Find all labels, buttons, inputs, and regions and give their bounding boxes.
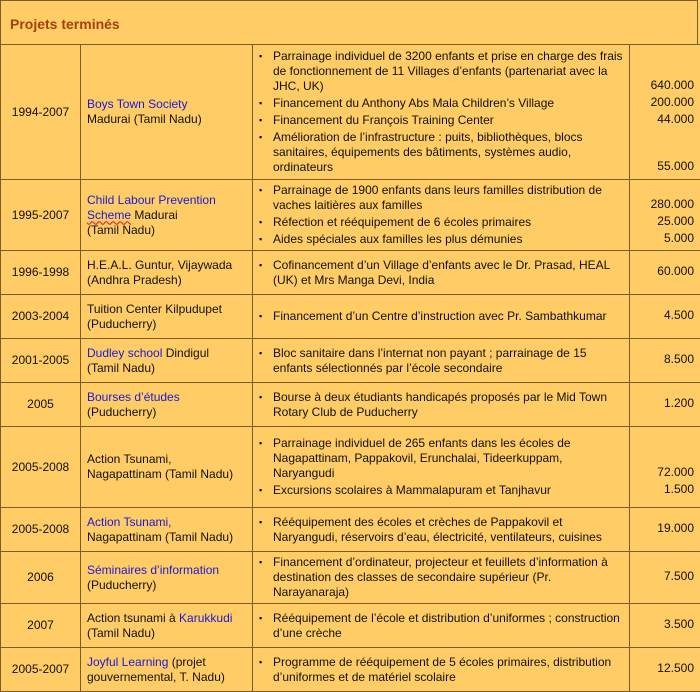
description-cell <box>253 427 630 508</box>
list-item <box>259 346 625 376</box>
description-list <box>259 258 625 288</box>
projects-table <box>0 44 700 692</box>
organization-location: Nagapattinam (Tamil Nadu) <box>87 467 252 482</box>
list-item <box>259 96 625 111</box>
description-cell <box>253 339 630 383</box>
organization-name <box>87 390 252 405</box>
organization-link[interactable]: Joyful Learning <box>87 655 168 669</box>
item-text: Réfection et rééquipement de 6 écoles primaires <box>273 215 531 229</box>
list-item <box>259 130 625 175</box>
bullet-icon: ▪ <box>259 436 262 451</box>
description-list <box>259 515 625 545</box>
table-row <box>1 251 700 295</box>
list-item <box>259 555 625 600</box>
list-item <box>259 215 625 230</box>
bullet-icon: ▪ <box>259 96 262 111</box>
organization-cell <box>81 427 253 508</box>
description-list <box>259 49 625 175</box>
organization-link[interactable]: Boys Town Society <box>87 97 188 111</box>
item-text: Financement du François Training Center <box>273 113 494 127</box>
organization-link[interactable]: Child Labour Prevention Scheme <box>87 193 216 222</box>
amount-value: 44.000 <box>632 112 694 127</box>
item-text: Financement d’ordinateur, projecteur et feuillets d’information à destination des classes de secondaire supérieur (Pr. Narayanaraja) <box>273 555 608 599</box>
description-cell <box>253 45 630 180</box>
description-cell <box>253 648 630 692</box>
organization-cell <box>81 383 253 427</box>
item-text: Parrainage individuel de 265 enfants dans les écoles de Nagapattinam, Pappakovil, Erunchalai, Tideerkuppam, Naryangudi <box>273 436 571 480</box>
amount-cell <box>630 295 700 339</box>
amount-value: 25.000 <box>632 214 694 229</box>
organization-location: (Tamil Nadu) <box>87 223 252 238</box>
table-row <box>1 295 700 339</box>
list-item <box>259 232 625 247</box>
organization-link[interactable]: Action Tsunami, <box>87 515 172 529</box>
organization-name: Action Tsunami, <box>87 452 252 467</box>
bullet-icon: ▪ <box>259 49 262 64</box>
description-cell <box>253 251 630 295</box>
amount-value: 55.000 <box>632 129 694 174</box>
list-item <box>259 183 625 213</box>
amount-value: 1.500 <box>632 482 694 497</box>
table-row <box>1 427 700 508</box>
bullet-icon: ▪ <box>259 515 262 530</box>
amount-cell <box>630 180 700 251</box>
organization-name: Dudley school Dindigul <box>87 346 252 361</box>
organization-location: Nagapattinam (Tamil Nadu) <box>87 530 252 545</box>
organization-cell <box>81 508 253 552</box>
year-cell: 1995-2007 <box>1 180 81 251</box>
list-item <box>259 611 625 641</box>
organization-cell <box>81 180 253 251</box>
amount-value: 7.500 <box>632 569 694 584</box>
amount-value: 1.200 <box>632 396 694 411</box>
section-title: Projets terminés <box>10 16 120 32</box>
item-text: Parrainage de 1900 enfants dans leurs familles distribution de vaches laitières aux familles <box>273 183 602 212</box>
amount-cell <box>630 604 700 648</box>
description-list <box>259 655 625 685</box>
bullet-icon: ▪ <box>259 183 262 198</box>
bullet-icon: ▪ <box>259 346 262 361</box>
year-cell: 2001-2005 <box>1 339 81 383</box>
year-cell: 1996-1998 <box>1 251 81 295</box>
organization-cell <box>81 552 253 604</box>
list-item <box>259 258 625 288</box>
list-item <box>259 390 625 420</box>
description-list <box>259 611 625 641</box>
organization-cell <box>81 45 253 180</box>
amount-cell <box>630 45 700 180</box>
organization-name: Child Labour Prevention Scheme Madurai <box>87 193 252 223</box>
organization-location: (Andhra Pradesh) <box>87 273 252 288</box>
amount-value: 12.500 <box>632 661 694 676</box>
description-cell <box>253 295 630 339</box>
amount-value: 200.000 <box>632 95 694 110</box>
organization-location: (Puducherry) <box>87 317 252 332</box>
description-list <box>259 555 625 600</box>
amount-cell <box>630 552 700 604</box>
organization-name <box>87 563 252 578</box>
organization-cell <box>81 604 253 648</box>
description-cell <box>253 508 630 552</box>
amount-value: 19.000 <box>632 521 694 536</box>
organization-location: (Tamil Nadu) <box>87 626 252 641</box>
organization-link[interactable]: Séminaires d’information <box>87 563 219 577</box>
bullet-icon: ▪ <box>259 555 262 570</box>
item-text: Aides spéciales aux familles les plus démunies <box>273 232 522 246</box>
year-cell: 2007 <box>1 604 81 648</box>
year-cell: 2006 <box>1 552 81 604</box>
year-cell: 2003-2004 <box>1 295 81 339</box>
organization-location: gouvernemental, T. Nadu) <box>87 670 252 685</box>
item-text: Cofinancement d’un Village d’enfants avec le Dr. Prasad, HEAL (UK) et Mrs Manga Devi, India <box>273 258 610 287</box>
list-item <box>259 515 625 545</box>
description-cell <box>253 180 630 251</box>
amount-cell <box>630 427 700 508</box>
year-cell: 2005-2008 <box>1 508 81 552</box>
section-header <box>0 0 698 44</box>
amount-cell <box>630 383 700 427</box>
description-list <box>259 183 625 247</box>
organization-cell <box>81 295 253 339</box>
amount-value: 280.000 <box>632 182 694 212</box>
item-text: Parrainage individuel de 3200 enfants et prise en charge des frais de fonctionnement de 11 Villages d’enfants (partenariat avec la JHC, UK) <box>273 49 623 93</box>
bullet-icon: ▪ <box>259 390 262 405</box>
bullet-icon: ▪ <box>259 130 262 145</box>
table-row <box>1 508 700 552</box>
item-text: Bloc sanitaire dans l’internat non payant ; parrainage de 15 enfants sélectionnés par l’école secondaire <box>273 346 587 375</box>
organization-link[interactable]: Dudley school <box>87 346 162 360</box>
item-text: Excursions scolaires à Mammalapuram et Tanjhavur <box>273 483 551 497</box>
list-item <box>259 483 625 498</box>
item-text: Programme de rééquipement de 5 écoles primaires, distribution d’uniformes et de matériel scolaire <box>273 655 611 684</box>
organization-location: (Puducherry) <box>87 405 252 420</box>
bullet-icon: ▪ <box>259 309 262 324</box>
organization-cell <box>81 339 253 383</box>
amount-cell <box>630 648 700 692</box>
amount-value: 5.000 <box>632 231 694 246</box>
organization-cell <box>81 648 253 692</box>
amount-value: 72.000 <box>632 435 694 480</box>
table-row <box>1 45 700 180</box>
amount-value: 8.500 <box>632 352 694 367</box>
item-text: Financement d’un Centre d’instruction avec Pr. Sambathkumar <box>273 309 607 323</box>
table-row <box>1 383 700 427</box>
table-row <box>1 180 700 251</box>
table-row <box>1 648 700 692</box>
description-list <box>259 346 625 376</box>
item-text: Rééquipement des écoles et crèches de Pappakovil et Naryangudi, réservoirs d’eau, électricité, ventilateurs, cuisines <box>273 515 602 544</box>
organization-location: Madurai (Tamil Nadu) <box>87 112 252 127</box>
table-row <box>1 552 700 604</box>
year-cell: 2005-2007 <box>1 648 81 692</box>
amount-value: 3.500 <box>632 617 694 632</box>
bullet-icon: ▪ <box>259 655 262 670</box>
list-item <box>259 49 625 94</box>
amount-value: 640.000 <box>632 48 694 93</box>
organization-name <box>87 515 252 530</box>
amount-cell <box>630 508 700 552</box>
organization-location: (Puducherry) <box>87 578 252 593</box>
amount-cell <box>630 339 700 383</box>
organization-name: Tuition Center Kilpudupet <box>87 302 252 317</box>
amount-value: 60.000 <box>632 264 694 279</box>
year-cell: 2005-2008 <box>1 427 81 508</box>
table-row <box>1 339 700 383</box>
list-item <box>259 113 625 128</box>
item-text: Amélioration de l’infrastructure : puits, bibliothèques, blocs sanitaires, équipements des bâtiments, systèmes audio, ordinateurs <box>273 130 583 174</box>
organization-name: Action tsunami à Karukkudi <box>87 611 252 626</box>
description-cell <box>253 604 630 648</box>
organization-link[interactable]: Bourses d’études <box>87 390 180 404</box>
description-list <box>259 309 625 324</box>
amount-value: 4.500 <box>632 308 694 323</box>
description-list <box>259 436 625 498</box>
organization-name: H.E.A.L. Guntur, Vijaywada <box>87 258 252 273</box>
amount-cell <box>630 251 700 295</box>
organization-location: (Tamil Nadu) <box>87 361 252 376</box>
organization-cell <box>81 251 253 295</box>
item-text: Financement du Anthony Abs Mala Children’s Village <box>273 96 554 110</box>
description-list <box>259 390 625 420</box>
list-item <box>259 436 625 481</box>
bullet-icon: ▪ <box>259 215 262 230</box>
description-cell <box>253 552 630 604</box>
bullet-icon: ▪ <box>259 258 262 273</box>
organization-link[interactable]: Karukkudi <box>179 611 232 625</box>
organization-name <box>87 97 252 112</box>
organization-name: Joyful Learning (projet <box>87 655 252 670</box>
list-item <box>259 309 625 324</box>
bullet-icon: ▪ <box>259 232 262 247</box>
bullet-icon: ▪ <box>259 483 262 498</box>
list-item <box>259 655 625 685</box>
table-row <box>1 604 700 648</box>
item-text: Rééquipement de l’école et distribution d’uniformes ; construction d’une crèche <box>273 611 620 640</box>
item-text: Bourse à deux étudiants handicapés proposés par le Mid Town Rotary Club de Puducherry <box>273 390 607 419</box>
description-cell <box>253 383 630 427</box>
year-cell: 2005 <box>1 383 81 427</box>
bullet-icon: ▪ <box>259 611 262 626</box>
bullet-icon: ▪ <box>259 113 262 128</box>
year-cell: 1994-2007 <box>1 45 81 180</box>
